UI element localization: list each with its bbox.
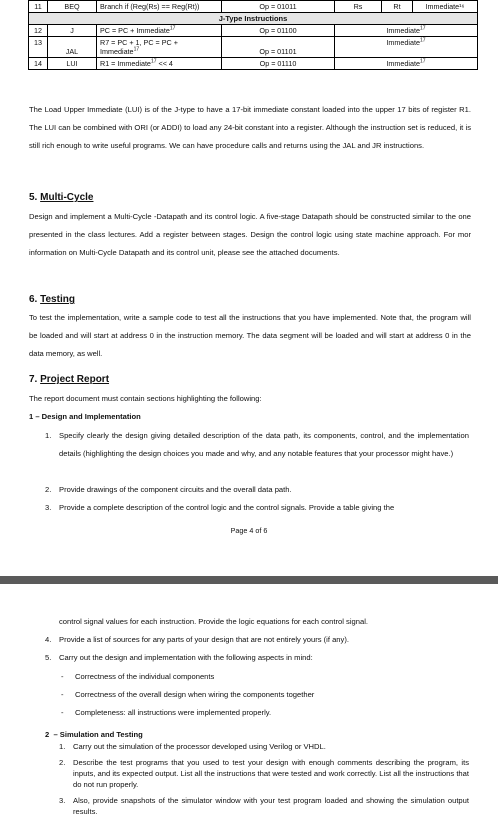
- superscript: 17: [169, 25, 176, 32]
- list-item: [59, 741, 469, 753]
- lui-paragraph: The Load Upper Immediate (LUI) is of the J-type to have a 17-bit immediate constant loaded into the upper 17 bits of register R1. The LUI can be combined with ORI (or ADDI) to load any 24-bit constant into a register. Although the instruction set is reduced, it is still rich enough to write useful programs. We can have procedure calls and returns using the JAL and JR instructions.: [29, 105, 471, 150]
- section-7-heading: [29, 374, 109, 385]
- list-text: Describe the test programs that you used to test your design with enough comments describing the program, its inputs, and its expected output. List all the instructions that were tested and work correctly. List all the instructions that do not run properly.: [73, 758, 469, 790]
- list-item: [45, 499, 469, 517]
- table-row-j: [29, 25, 478, 37]
- section-title: Project Report: [40, 374, 110, 385]
- description-tail: << 4: [156, 59, 173, 68]
- row-number: 11: [29, 1, 48, 13]
- description-cell: Branch if (Reg(Rs) == Reg(Rt)): [97, 1, 222, 13]
- row-number: 14: [29, 58, 48, 70]
- list-number: 3.: [59, 796, 66, 805]
- list-text: Provide a complete description of the control logic and the control signals. Provide a table giving the: [59, 503, 395, 512]
- list-number: 1.: [59, 742, 66, 751]
- list-item: [45, 631, 469, 649]
- superscript: 17: [420, 25, 426, 32]
- rs-cell: Rs: [335, 1, 382, 13]
- rt-cell: Rt: [382, 1, 413, 13]
- subheading-text: – Simulation and Testing: [53, 730, 143, 739]
- row-number: 13: [29, 37, 48, 58]
- page-separator: [0, 576, 498, 584]
- superscript: 17: [133, 46, 140, 53]
- mnemonic-cell: BEQ: [48, 1, 97, 13]
- bullet-text: Completeness: all instructions were implemented properly.: [75, 708, 272, 717]
- list-item: [45, 427, 469, 463]
- mnemonic-cell: J: [48, 25, 97, 37]
- list-text: Specify clearly the design giving detailed description of the data path, its components, control, and the implementation details (highlighting the design choices you made and why, and any notable features that your processor might have.): [59, 431, 469, 458]
- list-text: Provide drawings of the component circuits and the overall data path.: [59, 485, 292, 494]
- subheading-number: 2: [45, 730, 50, 739]
- list-number: 5.: [45, 653, 52, 662]
- description-line-1: R7 = PC + 1, PC = PC +: [100, 38, 178, 47]
- section-5-heading: [29, 192, 93, 203]
- section-number: 7.: [29, 374, 38, 385]
- section-number: 5.: [29, 192, 38, 203]
- opcode-cell: Op = 01100: [222, 25, 335, 37]
- list-item: [59, 795, 469, 817]
- description-text: R1 = Immediate: [100, 59, 151, 68]
- table-section-header: [29, 13, 478, 25]
- description-text: PC = PC + Immediate: [100, 26, 170, 35]
- immediate-cell: [335, 58, 478, 70]
- bullet-mark: -: [61, 708, 64, 717]
- list-number: 2.: [59, 758, 66, 767]
- description-cell: [97, 37, 222, 58]
- description-cell: [97, 25, 222, 37]
- list-number: 3.: [45, 503, 52, 512]
- section-6-heading: [29, 294, 75, 305]
- opcode-cell: Op = 01011: [222, 1, 335, 13]
- section-title: Multi-Cycle: [40, 192, 94, 203]
- bullet-mark: -: [61, 690, 64, 699]
- section-7-intro: The report document must contain sections highlighting the following:: [29, 394, 262, 403]
- bullet-item: [61, 686, 469, 704]
- list-number: 2.: [45, 485, 52, 494]
- superscript: 17: [420, 58, 426, 65]
- list-text: Carry out the simulation of the processor developed using Verilog or VHDL.: [73, 742, 326, 751]
- mnemonic-cell: JAL: [48, 37, 97, 58]
- immediate-cell: [335, 37, 478, 58]
- list-text: Carry out the design and implementation with the following aspects in mind:: [59, 653, 313, 662]
- continued-text: control signal values for each instruction. Provide the logic equations for each control signal.: [59, 617, 368, 626]
- immediate-cell: [335, 25, 478, 37]
- list-item: [45, 649, 469, 667]
- bullet-item: [61, 668, 469, 686]
- list-item: [59, 757, 469, 791]
- list-text: Provide a list of sources for any parts of your design that are not entirely yours (if any).: [59, 635, 349, 644]
- table-row-beq: [29, 1, 478, 13]
- bullet-text: Correctness of the individual components: [75, 672, 215, 681]
- list-item: [45, 481, 469, 499]
- list-number: 4.: [45, 635, 52, 644]
- design-implementation-subheading: 1 – Design and Implementation: [29, 412, 141, 421]
- immediate-text: Immediate: [386, 26, 420, 35]
- superscript: 17: [420, 37, 426, 44]
- section-5-body: Design and implement a Multi-Cycle -Datapath and its control logic. A five-stage Datapath should be constructed similar to the one presented in the class lectures. Add a register between stages. Design the control logic using state machine approach. For mor information on Multi-Cycle Datapath and its control unit, please see the attached documents.: [29, 212, 471, 257]
- section-number: 6.: [29, 294, 38, 305]
- description-line-2: Immediate: [100, 47, 134, 56]
- description-cell: [97, 58, 222, 70]
- immediate-cell: Immediate¹⁶: [413, 1, 478, 13]
- bullet-mark: -: [61, 672, 64, 681]
- bullet-text: Correctness of the overall design when wiring the components together: [75, 690, 315, 699]
- simulation-testing-subheading: [45, 730, 143, 739]
- bullet-item: [61, 704, 469, 722]
- document-page-5: [0, 584, 498, 823]
- section-6-body: To test the implementation, write a sample code to test all the instructions that you have implemented. Note that, the program will be loaded and will start at address 0 in the instruction memory. The data segment will be loaded and will start at address 0 in the data memory, as well.: [29, 313, 471, 358]
- instruction-table: [28, 0, 478, 70]
- immediate-text: Immediate: [386, 59, 420, 68]
- superscript: 17: [150, 58, 157, 65]
- section-title: Testing: [40, 294, 75, 305]
- list-text: Also, provide snapshots of the simulator window with your test program loaded and showing the simulation output results.: [73, 796, 469, 817]
- table-row-jal: [29, 37, 478, 58]
- table-row-lui: [29, 58, 478, 70]
- immediate-text: Immediate: [386, 38, 420, 47]
- opcode-cell: Op = 01101: [222, 37, 335, 58]
- opcode-cell: Op = 01110: [222, 58, 335, 70]
- list-number: 1.: [45, 431, 52, 440]
- row-number: 12: [29, 25, 48, 37]
- jtype-header: J-Type Instructions: [29, 13, 478, 25]
- mnemonic-cell: LUI: [48, 58, 97, 70]
- page-number: Page 4 of 6: [230, 526, 268, 535]
